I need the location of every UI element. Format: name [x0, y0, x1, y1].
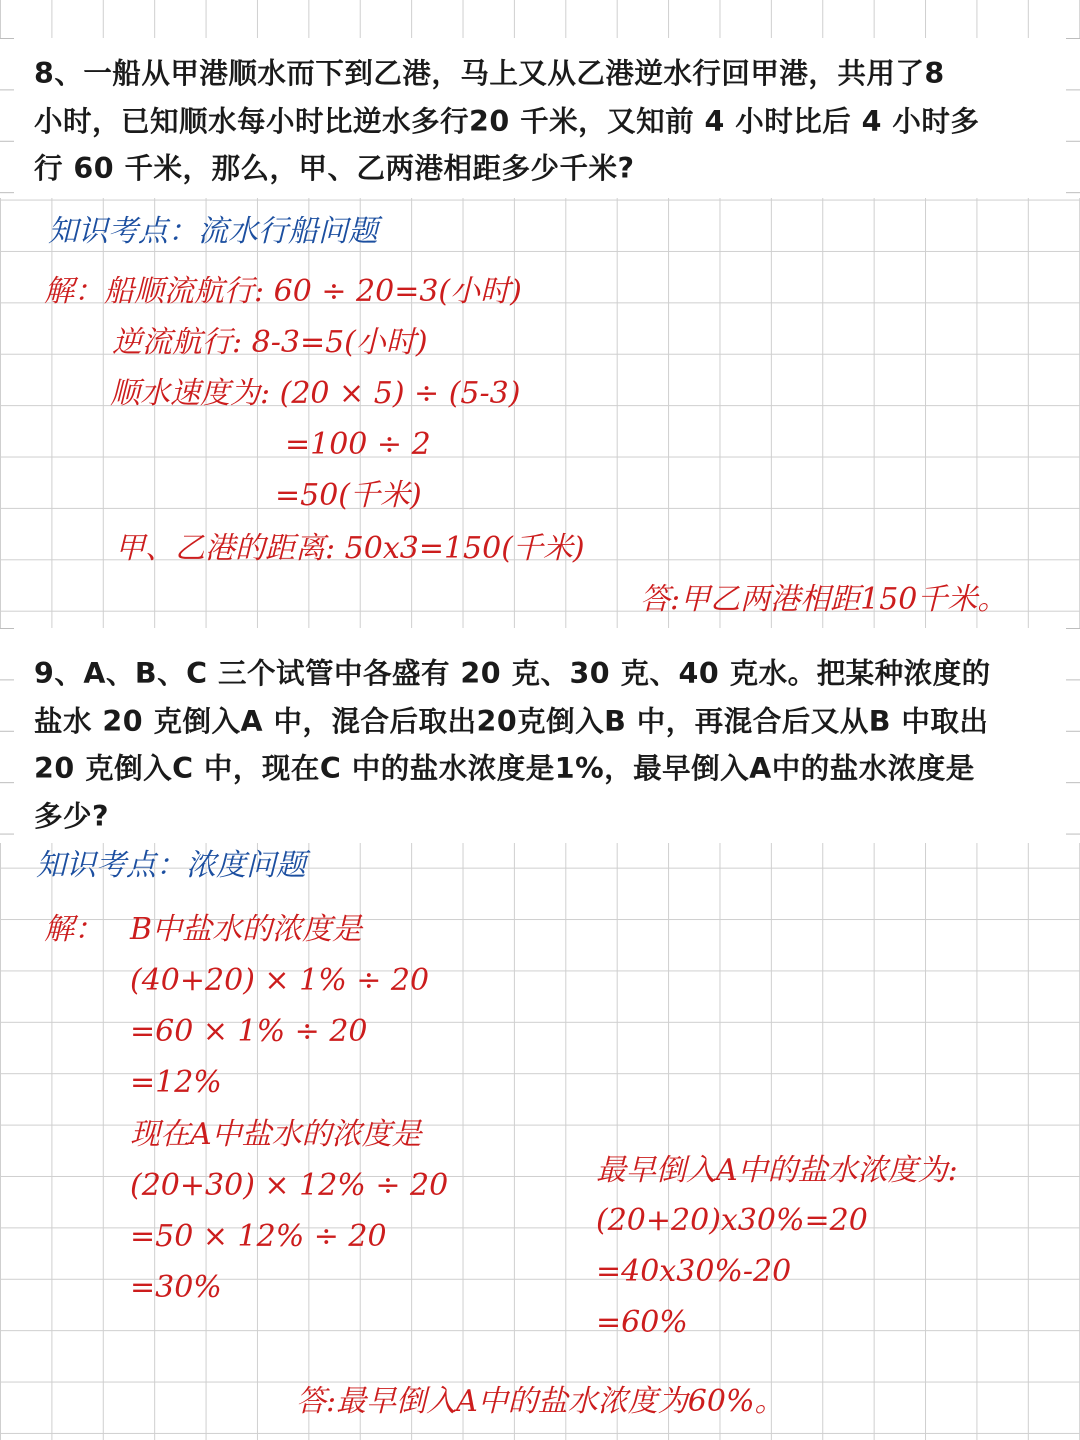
problem8-knowledge-point: 知识考点：流水行船问题	[48, 214, 378, 249]
problem9-solution-line: =30%	[130, 1270, 222, 1305]
problem8-line: 行 60 千米，那么，甲、乙两港相距多少千米?	[34, 152, 635, 185]
problem8-solution-line: 甲、乙港的距离: 50x3=150(千米)	[115, 531, 585, 566]
problem9-side-line: =40x30%-20	[596, 1254, 792, 1289]
problem9-line: 20 克倒入C 中，现在C 中的盐水浓度是1%，最早倒入A中的盐水浓度是	[34, 752, 975, 785]
problem9-solution-line: =50 × 12% ÷ 20	[130, 1219, 387, 1254]
problem9-line: 多少?	[34, 799, 110, 833]
problem9-line: 9、A、B、C 三个试管中各盛有 20 克、30 克、40 克水。把某种浓度的	[34, 657, 991, 690]
problem9-side-line: =60%	[596, 1305, 688, 1340]
problem9-solution-line: 现在A中盐水的浓度是	[130, 1117, 422, 1152]
problem9-solution-line: (20+30) × 12% ÷ 20	[130, 1168, 449, 1203]
problem8-line: 8、一船从甲港顺水而下到乙港，马上又从乙港逆水行回甲港，共用了8	[34, 57, 945, 90]
problem9-answer: 答:最早倒入A中的盐水浓度为60%。	[296, 1384, 785, 1419]
problem8-solution-line: =50(千米)	[275, 478, 422, 513]
problem8-answer: 答:甲乙两港相距150千米。	[640, 582, 1008, 617]
problem9-solution-line: (40+20) × 1% ÷ 20	[130, 963, 430, 998]
problem9-solution-label: 解：	[44, 912, 104, 947]
problem8-solution-line: 顺水速度为: (20 × 5) ÷ (5-3)	[110, 376, 521, 411]
problem9-solution-line: B中盐水的浓度是	[130, 912, 363, 947]
problem9-side-line: 最早倒入A中的盐水浓度为:	[596, 1153, 958, 1188]
problem8-solution-line: 逆流航行: 8-3=5(小时)	[112, 325, 428, 360]
problem8-solution-line: 解：船顺流航行: 60 ÷ 20=3(小时)	[44, 274, 522, 309]
problem9-knowledge-point: 知识考点：浓度问题	[36, 848, 306, 883]
problem8-statement	[34, 50, 1054, 193]
problem9-solution-line: =12%	[130, 1065, 222, 1100]
problem8-solution-line: =100 ÷ 2	[285, 427, 431, 462]
problem9-solution-line: =60 × 1% ÷ 20	[130, 1014, 368, 1049]
problem9-statement	[34, 650, 1054, 840]
problem9-line: 盐水 20 克倒入A 中，混合后取出20克倒入B 中，再混合后又从B 中取出	[34, 704, 989, 738]
problem9-side-line: (20+20)x30%=20	[596, 1203, 868, 1238]
problem8-line: 小时，已知顺水每小时比逆水多行20 千米，又知前 4 小时比后 4 小时多	[34, 104, 980, 138]
